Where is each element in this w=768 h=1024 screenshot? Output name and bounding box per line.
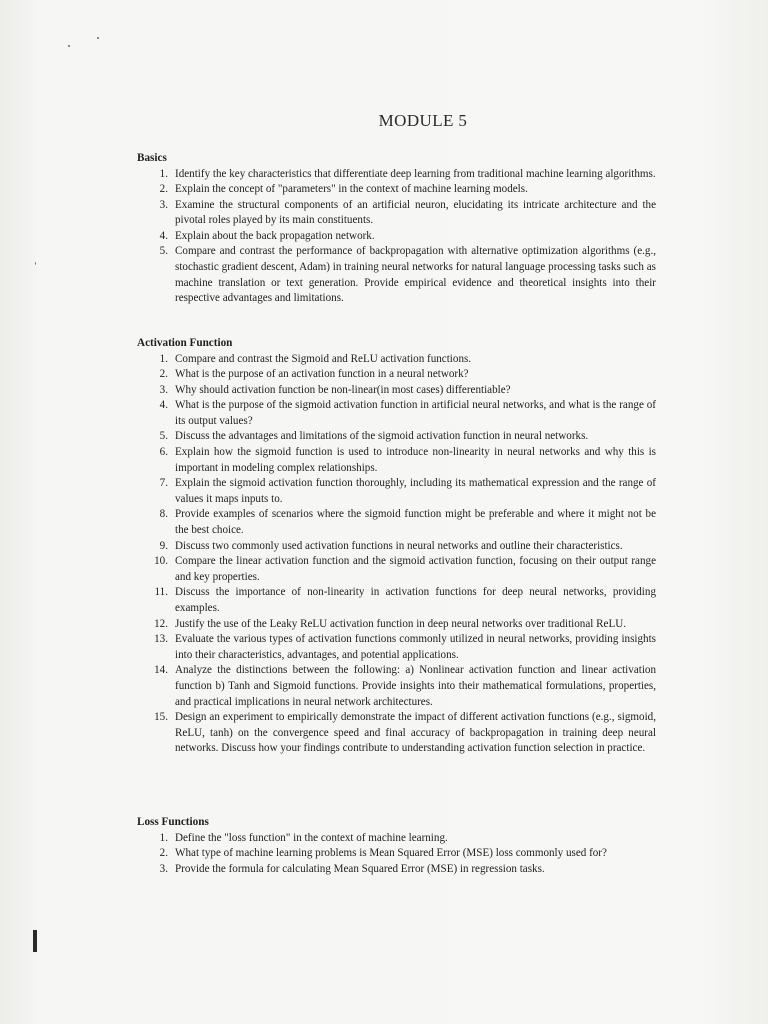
section-loss-functions	[136, 815, 656, 877]
list-item	[136, 445, 656, 476]
item-text: What is the purpose of an activation function in a neural network?	[175, 368, 469, 381]
item-number: 2.	[159, 368, 168, 381]
item-text: Explain about the back propagation network.	[175, 229, 375, 242]
list-item	[136, 585, 656, 616]
item-text: Explain the concept of "parameters" in the context of machine learning models.	[175, 183, 528, 196]
list-item	[136, 710, 656, 757]
section-basics	[136, 151, 656, 307]
item-text: Define the "loss function" in the context of machine learning.	[175, 831, 448, 844]
item-text: Provide examples of scenarios where the sigmoid function might be preferable and where it might not be the best choice.	[175, 508, 656, 537]
item-number: 6.	[159, 446, 168, 459]
list-item	[136, 229, 656, 245]
item-number: 12.	[154, 617, 168, 630]
item-text: Identify the key characteristics that differentiate deep learning from traditional machine learning algorithms.	[175, 167, 656, 180]
item-number: 1.	[159, 352, 168, 365]
item-number: 5.	[159, 430, 168, 443]
list-item	[136, 198, 656, 229]
item-number: 8.	[159, 508, 168, 521]
item-number: 1.	[159, 167, 168, 180]
question-list	[136, 352, 656, 757]
scan-edge-mark	[33, 930, 37, 952]
list-item	[136, 632, 656, 663]
question-list	[136, 167, 656, 307]
item-number: 3.	[159, 198, 168, 211]
list-item	[136, 476, 656, 507]
list-item	[136, 398, 656, 429]
item-number: 10.	[154, 555, 168, 568]
item-number: 3.	[159, 383, 168, 396]
list-item	[136, 663, 656, 710]
item-text: Discuss two commonly used activation functions in neural networks and outline their characteristics.	[175, 539, 623, 552]
item-text: Analyze the distinctions between the following: a) Nonlinear activation function and linear activation function b) Tanh and Sigmoid functions. Provide insights into their mathematical formulations, properties, and practical implications in neural network architectures.	[175, 664, 656, 708]
item-text: What is the purpose of the sigmoid activation function in artificial neural networks, and what is the range of its output values?	[175, 399, 656, 427]
item-number: 14.	[154, 664, 168, 677]
list-item	[136, 507, 656, 538]
item-number: 2.	[159, 847, 168, 860]
list-item	[136, 831, 656, 847]
section-activation-function	[136, 336, 656, 757]
item-text: Examine the structural components of an artificial neuron, elucidating its intricate architecture and the pivotal roles played by its main constituents.	[175, 198, 656, 227]
item-number: 13.	[154, 633, 168, 646]
list-item	[136, 554, 656, 585]
list-item	[136, 167, 656, 183]
list-item	[136, 429, 656, 445]
item-text: Compare and contrast the Sigmoid and ReLU activation functions.	[175, 352, 472, 365]
item-text: Design an experiment to empirically demonstrate the impact of different activation functions (e.g., sigmoid, ReLU, tanh) on the convergence speed and final accuracy of backpropagation in training deep neural networks. Discuss how your findings contribute to understanding activation function selection in practice.	[175, 711, 656, 755]
list-item	[136, 182, 656, 198]
section-heading: Activation Function	[137, 337, 233, 349]
list-item	[136, 367, 656, 383]
item-text: Explain how the sigmoid function is used to introduce non-linearity in neural networks and why this is important in modeling complex relationships.	[175, 446, 656, 474]
item-number: 3.	[159, 862, 168, 875]
scan-speck	[97, 37, 99, 39]
item-text: Justify the use of the Leaky ReLU activation function in deep neural networks over traditional ReLU.	[175, 617, 627, 630]
list-item	[136, 383, 656, 399]
section-heading: Loss Functions	[137, 816, 209, 828]
item-number: 7.	[159, 477, 168, 490]
item-number: 4.	[159, 399, 168, 412]
item-number: 9.	[159, 539, 168, 552]
section-heading: Basics	[137, 152, 167, 164]
list-item	[136, 617, 656, 633]
scan-speck	[35, 262, 36, 265]
item-number: 15.	[154, 711, 168, 724]
item-number: 2.	[159, 183, 168, 196]
list-item	[136, 539, 656, 555]
item-text: Discuss the advantages and limitations of the sigmoid activation function in neural networks.	[175, 430, 589, 443]
item-text: Compare the linear activation function and the sigmoid activation function, focusing on their output range and key properties.	[175, 555, 656, 583]
item-text: What type of machine learning problems is Mean Squared Error (MSE) loss commonly used for?	[175, 847, 607, 860]
question-list	[136, 831, 656, 878]
item-text: Why should activation function be non-linear(in most cases) differentiable?	[175, 383, 511, 396]
list-item	[136, 352, 656, 368]
item-number: 1.	[159, 831, 168, 844]
item-text: Discuss the importance of non-linearity in activation functions for deep neural networks, providing examples.	[175, 586, 656, 614]
item-text: Compare and contrast the performance of backpropagation with alternative optimization algorithms (e.g., stochastic gradient descent, Adam) in training neural networks for natural language processing tasks such as machine translation or text generation. Provide empirical evidence and theoretical insights into their respective advantages and limitations.	[175, 245, 656, 305]
item-text: Evaluate the various types of activation functions commonly utilized in neural networks, providing insights into their characteristics, advantages, and potential applications.	[175, 633, 656, 661]
list-item	[136, 244, 656, 306]
item-number: 4.	[159, 229, 168, 242]
item-text: Explain the sigmoid activation function thoroughly, including its mathematical expression and the range of values it maps inputs to.	[175, 477, 656, 505]
scan-speck	[68, 45, 70, 47]
item-number: 5.	[159, 245, 168, 258]
item-number: 11.	[154, 586, 168, 599]
list-item	[136, 846, 656, 862]
item-text: Provide the formula for calculating Mean Squared Error (MSE) in regression tasks.	[175, 862, 545, 875]
list-item	[136, 862, 656, 878]
page-title: MODULE 5	[378, 111, 468, 130]
